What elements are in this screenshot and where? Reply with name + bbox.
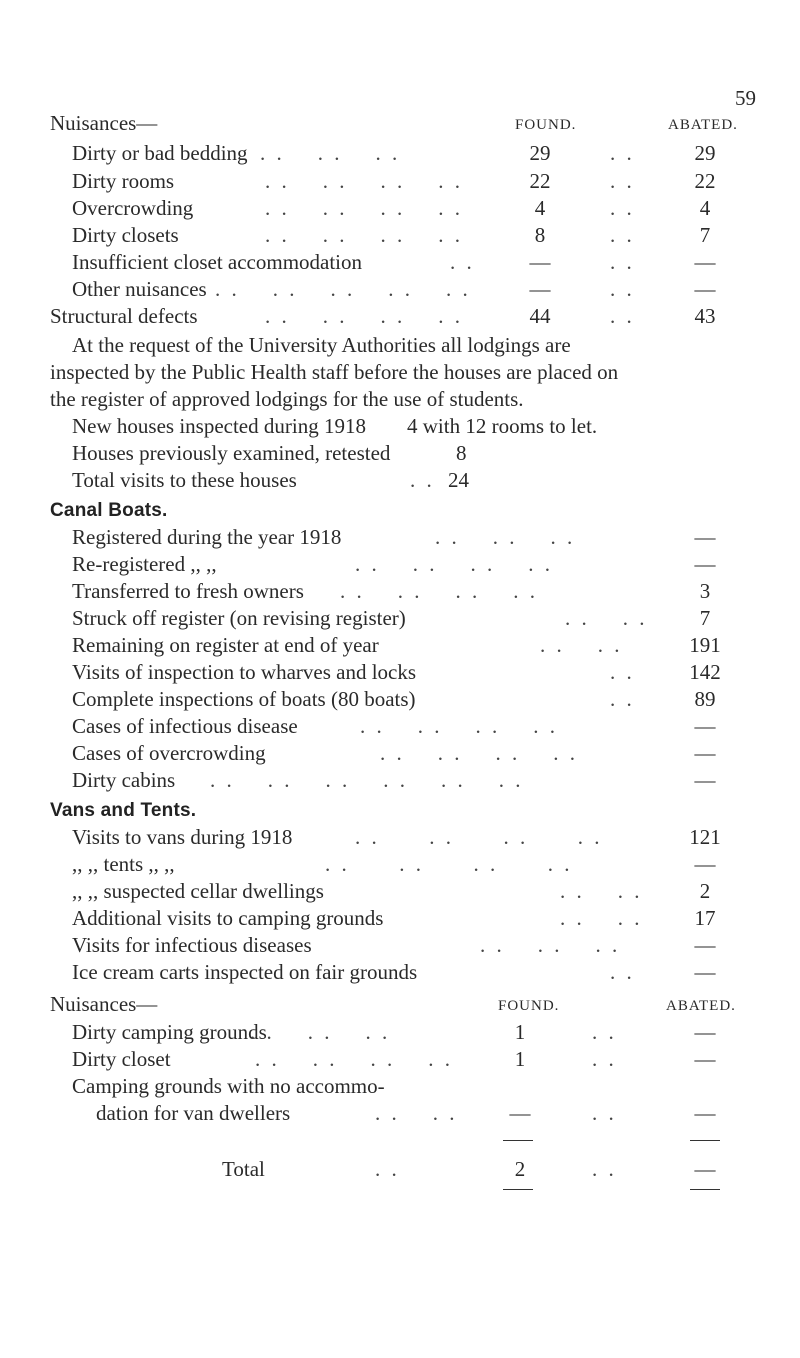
abated-value: 7: [699, 223, 711, 247]
list-item-label: Ice cream carts inspected on fair grounds: [72, 960, 418, 984]
list-item-value: 2: [699, 879, 711, 903]
list-item-value: —: [694, 960, 716, 984]
leader-dots: . .: [610, 660, 635, 684]
found-value: 4: [534, 196, 546, 220]
found-value: 22: [529, 169, 551, 193]
new-houses-label: New houses inspected during 1918: [72, 414, 366, 438]
nuisances-heading: Nuisances—: [50, 111, 158, 135]
found-column-header: FOUND.: [515, 117, 577, 133]
list-item-label: Remaining on register at end of year: [72, 633, 379, 657]
leader-dots: . . . . . . . .: [265, 223, 463, 247]
leader-dots: . . . . . . . .: [265, 196, 463, 220]
leader-dots: . .: [610, 250, 635, 274]
leader-dots: . .: [610, 687, 635, 711]
total-visits-value: 24: [448, 468, 469, 492]
list-item-value: 7: [699, 606, 711, 630]
leader-dots: . . . . . . . .: [265, 304, 463, 328]
abated-value: —: [694, 1101, 716, 1125]
leader-dots: . . . . . .: [260, 141, 401, 165]
list-item-value: —: [694, 741, 716, 765]
list-item-label: Cases of overcrowding: [72, 741, 266, 765]
paragraph-line: At the request of the University Authorities all lodgings are: [72, 333, 571, 357]
list-item-label: Visits to vans during 1918: [72, 825, 293, 849]
list-item-value: —: [694, 714, 716, 738]
paragraph-line: inspected by the Public Health staff before the houses are placed on: [50, 360, 619, 384]
abated-column-header: ABATED.: [666, 998, 736, 1014]
list-item-value: —: [694, 933, 716, 957]
abated-value: —: [694, 1020, 716, 1044]
sum-rule: [503, 1189, 533, 1190]
list-item-value: 3: [699, 579, 711, 603]
row-label: Structural defects: [50, 304, 198, 328]
list-item-value: —: [694, 552, 716, 576]
abated-value: —: [694, 250, 716, 274]
leader-dots: . .: [610, 277, 635, 301]
list-item-label: Cases of infectious disease: [72, 714, 298, 738]
abated-value: 4: [699, 196, 711, 220]
retested-label: Houses previously examined, retested: [72, 441, 391, 465]
list-item-label: Dirty cabins: [72, 768, 176, 792]
list-item-label: Visits for infectious diseases: [72, 933, 312, 957]
leader-dots: . . . . . . . .: [360, 714, 558, 738]
nuisances-heading: Nuisances—: [50, 992, 158, 1016]
found-column-header: FOUND.: [498, 998, 560, 1014]
list-item-label: ,, ,, tents ,, ,,: [72, 852, 175, 876]
leader-dots: . . . . . .: [480, 933, 621, 957]
leader-dots: . .: [592, 1020, 617, 1044]
retested-value: 8: [456, 441, 467, 465]
leader-dots: . . . . . . . .: [255, 1047, 453, 1071]
leader-dots: . . . . . . . . . . . .: [210, 768, 524, 792]
row-label: Dirty closets: [72, 223, 179, 247]
found-value: 29: [529, 141, 551, 165]
list-item-value: —: [694, 768, 716, 792]
list-item-label: Complete inspections of boats (80 boats): [72, 687, 416, 711]
leader-dots: . . . . . . . .: [340, 579, 538, 603]
leader-dots: . . . . . . . .: [355, 552, 553, 576]
leader-dots: . . . . . . . .: [325, 852, 573, 876]
leader-dots: . .: [610, 960, 635, 984]
abated-value: 22: [694, 169, 716, 193]
leader-dots: . .: [610, 196, 635, 220]
row-label: Dirty rooms: [72, 169, 175, 193]
list-item-label: Re-registered ,, ,,: [72, 552, 217, 576]
total-abated-value: —: [694, 1157, 716, 1181]
leader-dots: . . . . . . . .: [355, 825, 603, 849]
found-value: 44: [529, 304, 551, 328]
leader-dots: . .: [610, 169, 635, 193]
list-item-label: Additional visits to camping grounds: [72, 906, 384, 930]
abated-value: 43: [694, 304, 716, 328]
vans-and-tents-heading: Vans and Tents.: [50, 800, 197, 821]
leader-dots: . . . .: [560, 879, 643, 903]
list-item-value: 121: [689, 825, 721, 849]
row-label: Other nuisances: [72, 277, 207, 301]
leader-dots: . . . . . . . . . .: [215, 277, 471, 301]
leader-dots: . .: [610, 304, 635, 328]
list-item-value: 142: [689, 660, 721, 684]
row-label-continued: dation for van dwellers: [96, 1101, 291, 1125]
leader-dots: . . . . . .: [250, 1020, 391, 1044]
leader-dots: . . . . . . . .: [380, 741, 578, 765]
paragraph-line: the register of approved lodgings for the use of students.: [50, 387, 524, 411]
list-item-value: 191: [689, 633, 721, 657]
leader-dots: . . . .: [565, 606, 648, 630]
total-label: Total: [222, 1157, 265, 1181]
leader-dots: . .: [592, 1157, 617, 1181]
list-item-label: ,, ,, suspected cellar dwellings: [72, 879, 324, 903]
row-label: Dirty or bad bedding: [72, 141, 248, 165]
canal-boats-heading: Canal Boats.: [50, 500, 168, 521]
found-value: 8: [534, 223, 546, 247]
list-item-label: Struck off register (on revising register): [72, 606, 406, 630]
row-label: Dirty closet: [72, 1047, 171, 1071]
list-item-value: 89: [694, 687, 716, 711]
leader-dots: . .: [410, 468, 435, 492]
leader-dots: . .: [592, 1101, 617, 1125]
sum-rule: [503, 1140, 533, 1141]
found-value: 1: [514, 1020, 526, 1044]
abated-value: 29: [694, 141, 716, 165]
total-found-value: 2: [514, 1157, 526, 1181]
row-label: Insufficient closet accommodation: [72, 250, 363, 274]
found-value: —: [509, 1101, 531, 1125]
list-item-value: —: [694, 852, 716, 876]
list-item-value: —: [694, 525, 716, 549]
abated-value: —: [694, 277, 716, 301]
total-visits-label: Total visits to these houses: [72, 468, 297, 492]
row-label: Camping grounds with no accommo-: [72, 1074, 385, 1098]
sum-rule: [690, 1189, 720, 1190]
page-number: 59: [735, 86, 756, 110]
list-item-label: Registered during the year 1918: [72, 525, 342, 549]
leader-dots: . . . .: [375, 1101, 458, 1125]
found-value: —: [529, 277, 551, 301]
leader-dots: . . . .: [540, 633, 623, 657]
leader-dots: . .: [610, 223, 635, 247]
leader-dots: . .: [375, 1157, 400, 1181]
abated-column-header: ABATED.: [668, 117, 738, 133]
leader-dots: . . . . . . . .: [265, 169, 463, 193]
row-label: Overcrowding: [72, 196, 194, 220]
leader-dots: . . . .: [560, 906, 643, 930]
leader-dots: . . . . . .: [435, 525, 576, 549]
list-item-label: Transferred to fresh owners: [72, 579, 304, 603]
leader-dots: . .: [450, 250, 475, 274]
new-houses-value: 4 with 12 rooms to let.: [407, 414, 598, 438]
sum-rule: [690, 1140, 720, 1141]
abated-value: —: [694, 1047, 716, 1071]
leader-dots: . .: [592, 1047, 617, 1071]
list-item-value: 17: [694, 906, 716, 930]
found-value: 1: [514, 1047, 526, 1071]
list-item-label: Visits of inspection to wharves and locks: [72, 660, 417, 684]
row-label: Dirty camping grounds: [72, 1020, 267, 1044]
leader-dots: . .: [610, 141, 635, 165]
found-value: —: [529, 250, 551, 274]
